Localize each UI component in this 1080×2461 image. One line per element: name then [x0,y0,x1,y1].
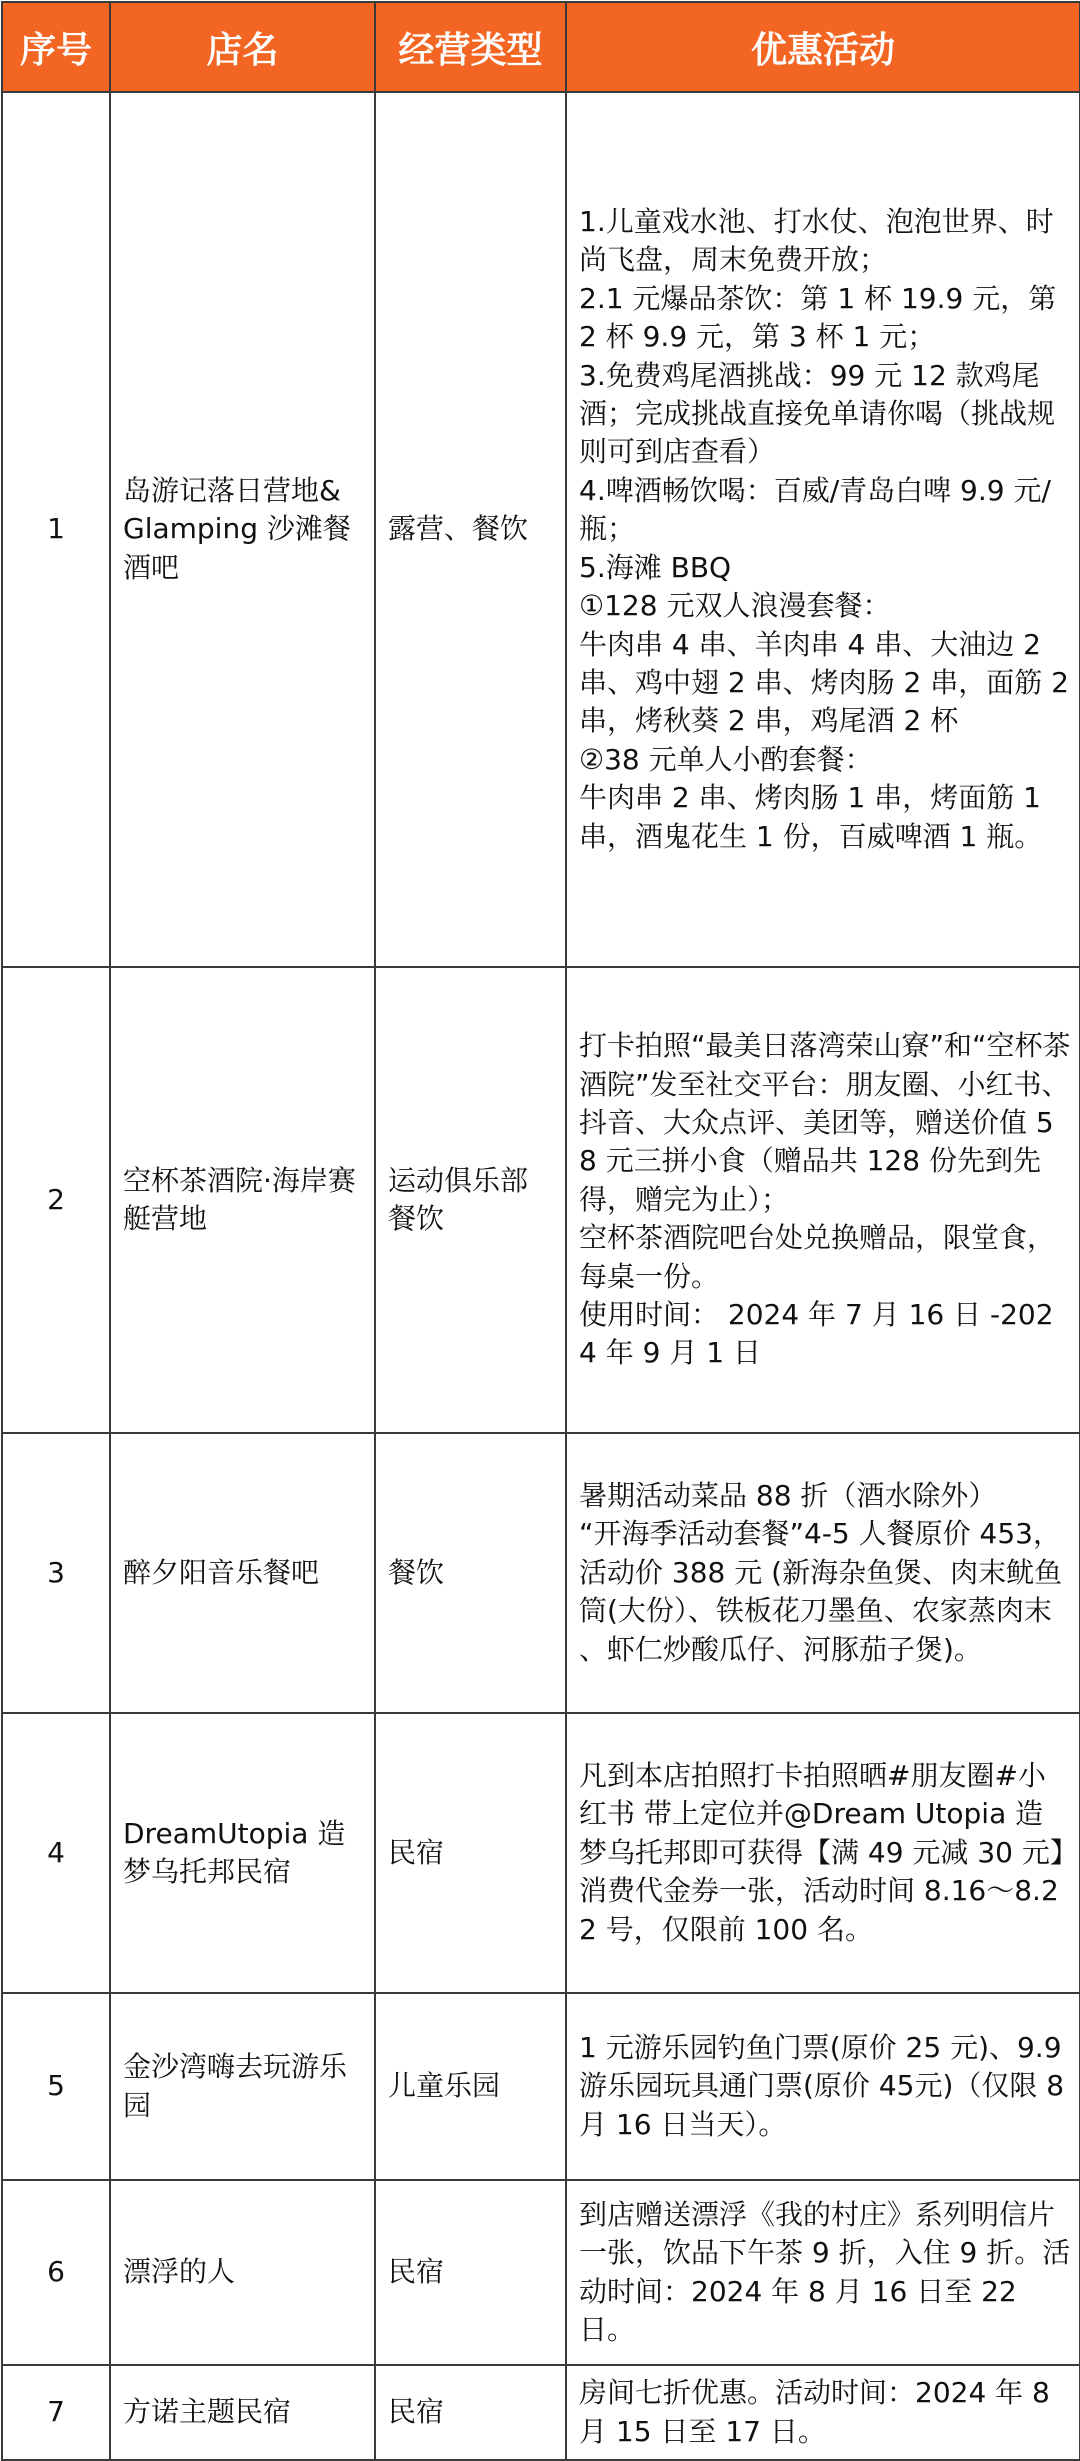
table-row [2,92,1080,967]
shop-name: 漂浮的人 [110,2180,375,2365]
header-type: 经营类型 [375,2,566,92]
row-number: 3 [2,1433,110,1713]
shop-name: DreamUtopia 造梦乌托邦民宿 [110,1713,375,1993]
table-row [2,2365,1080,2460]
table-row [2,1433,1080,1713]
promotion-line: 3.免费鸡尾酒挑战：99 元 12 款鸡尾酒；完成挑战直接免单请你喝（挑战规则可到店查看） [579,358,1056,469]
promotion-line: 1.儿童戏水池、打水仗、泡泡世界、时尚飞盘，周末免费开放； [579,205,1054,277]
business-type: 民宿 [375,2180,566,2365]
row-number: 7 [2,2365,110,2460]
business-type: 运动俱乐部 餐饮 [375,967,566,1433]
shop-name: 醉夕阳音乐餐吧 [110,1433,375,1713]
promotion-line: 牛肉串 4 串、羊肉串 4 串、大油边 2 串、鸡中翅 2 串、烤肉肠 2 串，面筋 2 串，烤秋葵 2 串，鸡尾酒 2 杯 [579,627,1069,738]
promotion-line: 2.1 元爆品茶饮：第 1 杯 19.9 元，第 2 杯 9.9 元，第 3 杯 1 元； [579,281,1057,354]
promotion-line: 空杯茶酒院吧台处兑换赠品，限堂食，每桌一份。 [579,1221,1056,1293]
table-row [2,2180,1080,2365]
promotion-cell [566,92,1080,967]
promotions-table [1,1,1080,2461]
table-row [2,1993,1080,2180]
business-type: 露营、餐饮 [375,92,566,967]
business-type: 民宿 [375,2365,566,2460]
table-row [2,1713,1080,1993]
table-row [2,967,1080,1433]
row-number: 2 [2,967,110,1433]
promotion-line: 房间七折优惠。活动时间：2024 年 8 月 15 日至 17 日。 [579,2376,1050,2448]
shop-name: 空杯茶酒院·海岸赛艇营地 [110,967,375,1433]
promotion-line: 5.海滩 BBQ [579,550,732,584]
promotion-line: 4.啤酒畅饮喝：百威/青岛白啤 9.9 元/瓶； [579,473,1051,546]
promotion-line: “开海季活动套餐”4-5 人餐原价 453，活动价 388 元 (新海杂鱼煲、肉末鱿鱼筒(大份）、铁板花刀墨鱼、农家蒸肉末 、虾仁炒酸瓜仔、河豚茄子煲)。 [579,1517,1063,1666]
shop-name: 金沙湾嗨去玩游乐园 [110,1993,375,2180]
promotion-line: 到店赠送漂浮《我的村庄》系列明信片一张，饮品下午茶 9 折，入住 9 折。活动时间：2024 年 8 月 16 日至 22 日。 [579,2197,1071,2346]
business-type: 民宿 [375,1713,566,1993]
promotion-line: 打卡拍照“最美日落湾荣山寮”和“空杯茶酒院”发至社交平台：朋友圈、小红书、抖音、大众点评、美团等，赠送价值 58 元三拼小食（赠品共 128 份先到先得，赠完为止）； [579,1029,1071,1216]
business-type: 餐饮 [375,1433,566,1713]
row-number: 6 [2,2180,110,2365]
row-number: 1 [2,92,110,967]
promotion-cell [566,1713,1080,1993]
promotion-cell [566,967,1080,1433]
promotion-line: 暑期活动菜品 88 折（酒水除外） [579,1478,997,1512]
header-promo: 优惠活动 [566,2,1080,92]
promotion-cell [566,1433,1080,1713]
promotion-line: 牛肉串 2 串、烤肉肠 1 串，烤面筋 1 串，酒鬼花生 1 份，百威啤酒 1 瓶。 [579,781,1043,853]
header-no: 序号 [2,2,110,92]
promotion-cell [566,2365,1080,2460]
shop-name: 岛游记落日营地&Glamping 沙滩餐酒吧 [110,92,375,967]
header-name: 店名 [110,2,375,92]
shop-name: 方诺主题民宿 [110,2365,375,2460]
business-type: 儿童乐园 [375,1993,566,2180]
promotion-line: ①128 元双人浪漫套餐： [579,589,891,623]
row-number: 5 [2,1993,110,2180]
row-number: 4 [2,1713,110,1993]
promotion-cell [566,2180,1080,2365]
promotion-line: 凡到本店拍照打卡拍照晒#朋友圈#小红书 带上定位并@Dream Utopia 造梦乌托邦即可获得【满 49 元减 30 元】消费代金券一张，活动时间 8.16～8.22 号，仅限前 100 名。 [579,1758,1064,1946]
promotion-line: 1 元游乐园钓鱼门票(原价 25 元)、9.9 游乐园玩具通门票(原价 45元)（仅限 8 月 16 日当天）。 [579,2030,1065,2141]
promotion-line: ②38 元单人小酌套餐： [579,742,873,776]
promotion-line: 使用时间： 2024 年 7 月 16 日 -2024 年 9 月 1 日 [579,1298,1054,1370]
promotion-cell [566,1993,1080,2180]
header-row [2,2,1080,92]
